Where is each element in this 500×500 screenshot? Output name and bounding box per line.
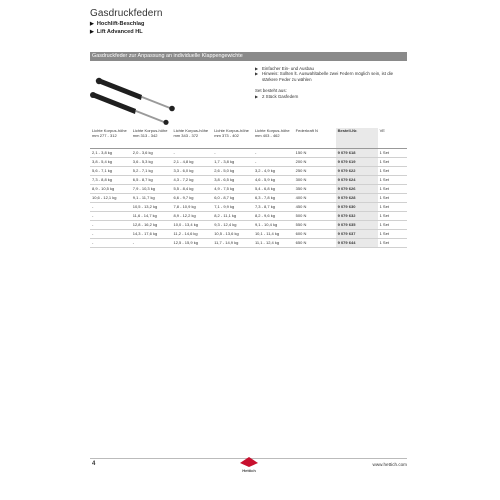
table-cell: 4,6 - 5,9 kg xyxy=(253,176,294,185)
column-header: Lichte Korpus-höhe mm 277 - 312 xyxy=(90,128,131,149)
table-cell: - xyxy=(131,239,172,248)
table-body xyxy=(90,149,407,248)
table-cell: 10,0 - 13,4 kg xyxy=(171,221,212,230)
table-cell: 11,7 - 14,9 kg xyxy=(212,239,253,248)
arrow-right-icon: ▶ xyxy=(255,93,259,99)
table-cell: 1 Set xyxy=(378,212,407,221)
table-cell: 4,3 - 7,2 kg xyxy=(171,176,212,185)
column-header: VE xyxy=(378,128,407,149)
table-cell: 9 079 622 xyxy=(336,167,378,176)
table-cell: - xyxy=(171,149,212,158)
table-cell: - xyxy=(90,212,131,221)
table-cell: - xyxy=(253,158,294,167)
footer-url: www.hettich.com xyxy=(372,462,407,467)
table-cell: 3,2 - 4,9 kg xyxy=(253,167,294,176)
breadcrumb-label: Lift Advanced HL xyxy=(96,29,143,35)
table-cell: 2,1 - 3,8 kg xyxy=(90,149,131,158)
table-cell: 9 079 644 xyxy=(336,239,378,248)
list-item xyxy=(255,71,405,82)
spec-table xyxy=(90,128,407,248)
table-cell: 9,1 - 11,7 kg xyxy=(131,194,172,203)
table-cell: 9 079 632 xyxy=(336,212,378,221)
arrow-right-icon: ▶ xyxy=(255,66,259,71)
table-cell: 2,1 - 4,8 kg xyxy=(171,158,212,167)
table-cell: 4,9 - 7,5 kg xyxy=(212,185,253,194)
table-cell: 9 079 637 xyxy=(336,230,378,239)
table-cell: 5,6 - 7,1 kg xyxy=(90,167,131,176)
table-row xyxy=(90,185,407,194)
table-row xyxy=(90,230,407,239)
table-cell: 550 N xyxy=(294,221,336,230)
table-cell: 11,2 - 14,6 kg xyxy=(171,230,212,239)
table-cell: 9 079 624 xyxy=(336,176,378,185)
table-cell: 11,6 - 14,7 kg xyxy=(131,212,172,221)
table-cell: 8,9 - 10,5 kg xyxy=(90,185,131,194)
table-cell: 6,0 - 8,7 kg xyxy=(212,194,253,203)
table-cell: - xyxy=(90,230,131,239)
table-cell: 5,2 - 7,1 kg xyxy=(131,167,172,176)
table-row xyxy=(90,158,407,167)
table-cell: 400 N xyxy=(294,194,336,203)
page-number: 4 xyxy=(92,461,96,467)
arrow-right-icon: ▶ xyxy=(90,21,94,27)
gas-spring-upper xyxy=(96,78,175,112)
column-header: Lichte Korpus-höhe mm 343 - 372 xyxy=(171,128,212,149)
column-header: Lichte Korpus-höhe mm 373 - 402 xyxy=(212,128,253,149)
table-cell: 1 Set xyxy=(378,158,407,167)
table-cell: 9 079 618 xyxy=(336,149,378,158)
table-cell: 14,3 - 17,6 kg xyxy=(131,230,172,239)
table-cell: 7,3 - 8,7 kg xyxy=(253,203,294,212)
arrow-right-icon: ▶ xyxy=(255,71,259,77)
table-cell: 1 Set xyxy=(378,230,407,239)
table-cell: 11,1 - 12,4 kg xyxy=(253,239,294,248)
table-cell: 8,2 - 11,1 kg xyxy=(212,212,253,221)
table-row xyxy=(90,239,407,248)
table-cell: 10,5 - 13,2 kg xyxy=(131,203,172,212)
table-row xyxy=(90,167,407,176)
table-cell: 1 Set xyxy=(378,194,407,203)
table-cell: 7,8 - 10,9 kg xyxy=(171,203,212,212)
table-cell: - xyxy=(90,203,131,212)
table-cell: 500 N xyxy=(294,212,336,221)
table-cell: 9 079 619 xyxy=(336,158,378,167)
table-cell: - xyxy=(212,149,253,158)
table-row xyxy=(90,203,407,212)
feature-text: Hinweis: Sollten lt. Auswahltabelle zwei Federn möglich sein, ist die stärkere Feder zu wählen xyxy=(262,71,394,82)
table-cell: 12,8 - 16,2 kg xyxy=(131,221,172,230)
gas-spring-image xyxy=(90,66,190,126)
table-cell: 600 N xyxy=(294,230,336,239)
table-cell: 2,6 - 5,0 kg xyxy=(212,167,253,176)
table-cell: 200 N xyxy=(294,158,336,167)
table-cell: 9 079 626 xyxy=(336,185,378,194)
table-row xyxy=(90,176,407,185)
breadcrumb-label: Hochlift-Beschlag xyxy=(96,21,145,27)
table-cell: 9 079 630 xyxy=(336,203,378,212)
table-cell: 1 Set xyxy=(378,239,407,248)
table-cell: 350 N xyxy=(294,185,336,194)
table-cell: 6,5 - 8,7 kg xyxy=(131,176,172,185)
table-row xyxy=(90,149,407,158)
gas-spring-lower xyxy=(90,92,169,125)
feature-list xyxy=(255,66,405,99)
table-row xyxy=(90,212,407,221)
table-cell: 9 079 628 xyxy=(336,194,378,203)
table-cell: 5,5 - 8,4 kg xyxy=(171,185,212,194)
table-cell: 10,1 - 11,4 kg xyxy=(253,230,294,239)
table-cell: 8,2 - 9,6 kg xyxy=(253,212,294,221)
table-cell: 1,7 - 3,8 kg xyxy=(212,158,253,167)
column-header: Lichte Korpus-höhe mm 403 - 462 xyxy=(253,128,294,149)
table-cell: 12,5 - 15,9 kg xyxy=(171,239,212,248)
section-banner: Gasdruckfeder zur Anpassung an individuelle Klappengewichte xyxy=(90,52,407,61)
breadcrumb-item xyxy=(90,20,144,28)
table-cell: 2,0 - 3,6 kg xyxy=(131,149,172,158)
table-cell: 1 Set xyxy=(378,221,407,230)
breadcrumb-item xyxy=(90,28,144,36)
table-cell: 10,5 - 13,6 kg xyxy=(212,230,253,239)
table-row xyxy=(90,221,407,230)
table-cell: - xyxy=(90,239,131,248)
table-cell: 3,3 - 6,0 kg xyxy=(171,167,212,176)
table-cell: 9 079 635 xyxy=(336,221,378,230)
table-cell: 7,9 - 10,3 kg xyxy=(131,185,172,194)
table-header-row xyxy=(90,128,407,149)
feature-text: Einfacher Ein- und Ausbau xyxy=(262,66,314,71)
table-cell: 1 Set xyxy=(378,185,407,194)
list-item xyxy=(255,94,405,99)
table-cell: 7,1 - 9,9 kg xyxy=(212,203,253,212)
table-cell: 9,3 - 12,4 kg xyxy=(212,221,253,230)
page-title: Gasdruckfedern xyxy=(90,8,163,19)
table-cell: 9,1 - 10,4 kg xyxy=(253,221,294,230)
table-cell: 300 N xyxy=(294,176,336,185)
table-cell: 8,9 - 12,2 kg xyxy=(171,212,212,221)
table-cell: 5,4 - 6,8 kg xyxy=(253,185,294,194)
table-cell: 3,8 - 6,5 kg xyxy=(212,176,253,185)
table-cell: 6,3 - 7,8 kg xyxy=(253,194,294,203)
table-cell: 450 N xyxy=(294,203,336,212)
table-cell: 10,6 - 12,1 kg xyxy=(90,194,131,203)
table-cell: 150 N xyxy=(294,149,336,158)
arrow-right-icon: ▶ xyxy=(90,29,94,35)
table-cell: 7,3 - 8,8 kg xyxy=(90,176,131,185)
table-cell: 1 Set xyxy=(378,176,407,185)
breadcrumb xyxy=(90,20,144,36)
table-cell: - xyxy=(90,221,131,230)
table-cell: 3,8 - 5,4 kg xyxy=(90,158,131,167)
table-cell: 1 Set xyxy=(378,203,407,212)
table-cell: 6,6 - 9,7 kg xyxy=(171,194,212,203)
table-cell: 650 N xyxy=(294,239,336,248)
pack-item-text: 2 Stück Gasfedern xyxy=(262,93,299,99)
table-cell: 1 Set xyxy=(378,149,407,158)
table-row xyxy=(90,194,407,203)
table-cell: 250 N xyxy=(294,167,336,176)
table-cell: 3,6 - 5,3 kg xyxy=(131,158,172,167)
table-cell: - xyxy=(253,149,294,158)
brand-name: Hettich xyxy=(242,468,256,473)
column-header: Federkraft N xyxy=(294,128,336,149)
column-header: Bestell-Nr. xyxy=(336,128,378,149)
table-cell: 1 Set xyxy=(378,167,407,176)
pack-label: Set besteht aus: xyxy=(255,88,287,94)
column-header: Lichte Korpus-höhe mm 313 - 342 xyxy=(131,128,172,149)
